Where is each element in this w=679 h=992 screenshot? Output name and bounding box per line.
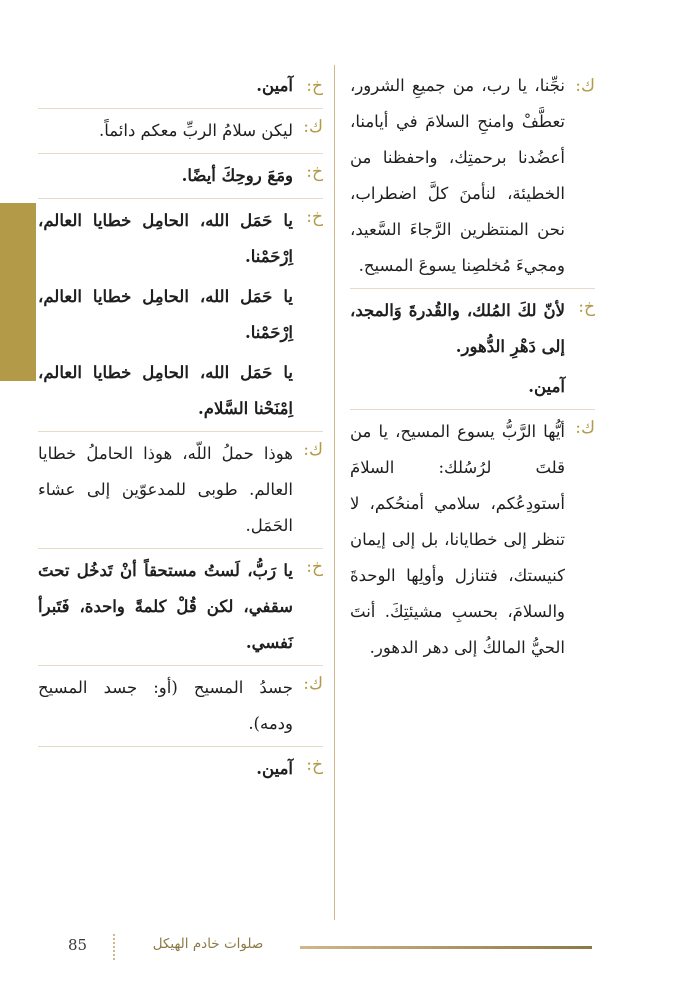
dialogue-text: ليكن سلامُ الربِّ معكم دائماً. bbox=[98, 121, 293, 140]
side-tab-marker bbox=[0, 203, 36, 381]
dialogue-entry bbox=[350, 68, 595, 284]
dialogue-text: آمين. bbox=[256, 759, 293, 778]
speaker-label: خ: bbox=[306, 162, 323, 182]
dialogue-text: أيُّها الرَّبُّ يسوع المسيح، يا من قلتَ لرُسُلك: السلامَ أستودِعُكم، سلامي أمنحُكم، لا تنظر إلى خطايانا، بل إلى إيمان كنيستك، فتنازل وأولِها الوحدةَ والسلامَ، بحسبِ مشيئتِكَ. أنتَ الحيُّ المالكُ إلى دهر الدهور. bbox=[350, 422, 565, 657]
dialogue-text: نجِّنا، يا رب، من جميعِ الشرور، تعطَّفْ وامنحِ السلامَ في أيامنا، أعضُدنا برحمتِك، واحفظنا من الخطيئة، لنأمنَ كلَّ اضطراب، نحن المنتظرين الرَّجاءَ السَّعيد، ومجيءَ مُخلصِنا يسوعَ المسيح. bbox=[350, 76, 565, 275]
speaker-label: ك: bbox=[575, 418, 595, 438]
dialogue-text: جسدُ المسيح (أو: جسد المسيح ودمه). bbox=[38, 678, 293, 733]
dialogue-text: آمين. bbox=[256, 76, 293, 95]
page-number: 85 bbox=[68, 936, 88, 954]
speaker-label: خ: bbox=[306, 557, 323, 577]
dialogue-text: يا حَمَل الله، الحامِل خطايا العالم، اِمْنَحْنا السَّلام. bbox=[38, 363, 293, 418]
dialogue-text: هوذا حملُ اللّه، هوذا الحاملُ خطايا العالم. طوبى للمدعوّين إلى عشاء الحَمَل. bbox=[38, 444, 293, 535]
dialogue-text: يا رَبُّ، لَستُ مستحقاً أنْ تَدخُل تحتَ سقفي، لكن قُلْ كلمةً واحدة، فَتَبرأ نَفسي. bbox=[38, 561, 293, 652]
speaker-label: خ: bbox=[578, 297, 595, 317]
dialogue-entry bbox=[38, 153, 323, 194]
left-column bbox=[38, 68, 323, 791]
right-column bbox=[350, 68, 595, 670]
speaker-label: ك: bbox=[303, 674, 323, 694]
speaker-label: خ: bbox=[306, 755, 323, 775]
dialogue-entry bbox=[38, 68, 323, 104]
dialogue-entry bbox=[350, 288, 595, 405]
dialogue-text: يا حَمَل الله، الحامِل خطايا العالم، اِرْحَمْنا. bbox=[38, 211, 293, 266]
dialogue-text: لأنّ لكَ المُلك، والقُدرةَ وَالمجد، إلى دَهْرِ الدُّهور. bbox=[350, 301, 565, 356]
column-divider bbox=[334, 65, 335, 920]
dialogue-text: آمين. bbox=[528, 377, 565, 396]
speaker-label: ك: bbox=[303, 117, 323, 137]
footer-rule bbox=[300, 946, 592, 949]
dialogue-text: يا حَمَل الله، الحامِل خطايا العالم، اِرْحَمْنا. bbox=[38, 287, 293, 342]
speaker-label: خ: bbox=[306, 207, 323, 227]
speaker-label: خ: bbox=[306, 76, 323, 96]
speaker-label: ك: bbox=[303, 440, 323, 460]
dialogue-entry bbox=[38, 665, 323, 742]
speaker-label: ك: bbox=[575, 76, 595, 96]
dialogue-entry bbox=[350, 409, 595, 666]
dialogue-entry bbox=[38, 431, 323, 544]
dialogue-entry bbox=[38, 548, 323, 661]
dialogue-entry bbox=[38, 746, 323, 787]
dialogue-entry bbox=[38, 198, 323, 427]
dialogue-entry bbox=[38, 108, 323, 149]
footer-separator bbox=[113, 934, 117, 960]
running-footer-title: صلوات خادم الهيكل bbox=[152, 936, 264, 952]
dialogue-text: ومَعَ روحِكَ أيضًا. bbox=[181, 166, 293, 185]
